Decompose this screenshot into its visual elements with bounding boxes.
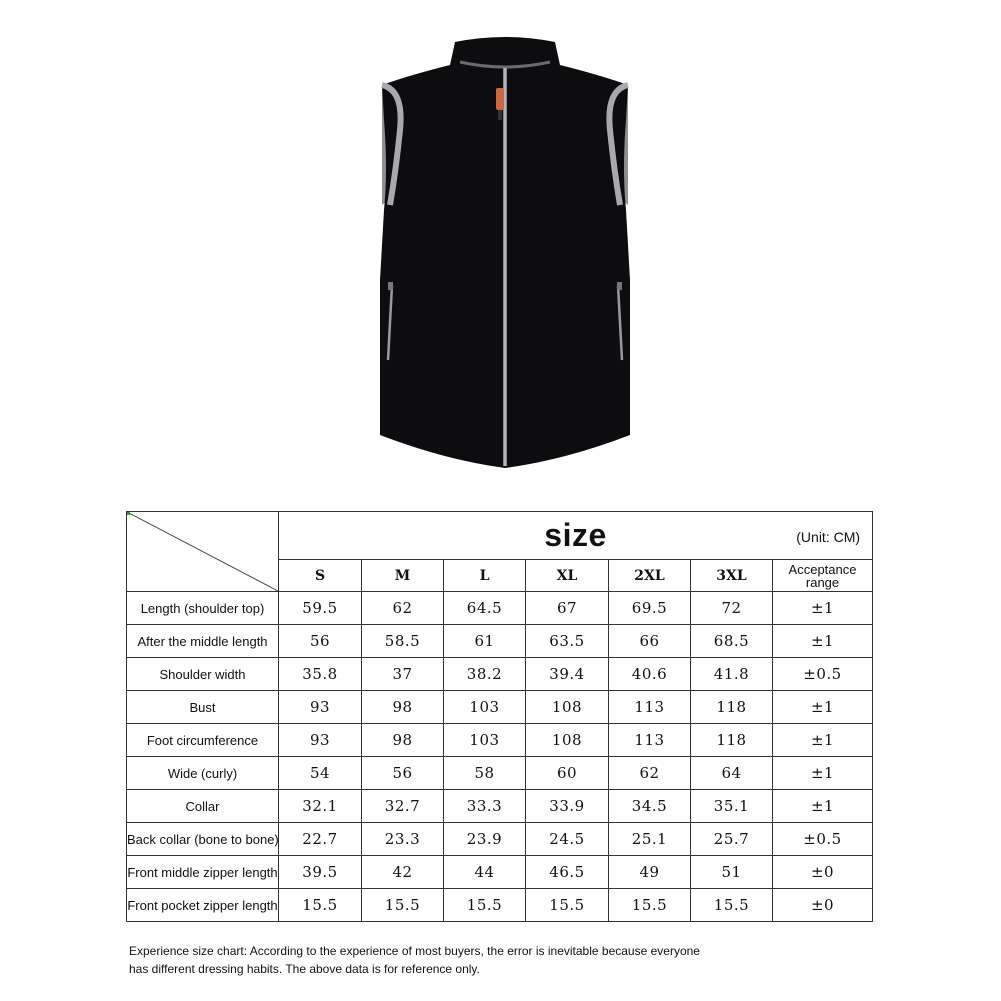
size-header: M bbox=[362, 560, 444, 592]
table-row bbox=[127, 889, 873, 922]
measurement-value: 37 bbox=[362, 658, 444, 691]
size-header: 3XL bbox=[691, 560, 773, 592]
measurement-value: 41.8 bbox=[691, 658, 773, 691]
measurement-value: 98 bbox=[362, 724, 444, 757]
measurement-value: 72 bbox=[691, 592, 773, 625]
measurement-value: 33.3 bbox=[444, 790, 526, 823]
measurement-value: 68.5 bbox=[691, 625, 773, 658]
measurement-value: 22.7 bbox=[279, 823, 362, 856]
measurement-value: 24.5 bbox=[526, 823, 609, 856]
measurement-value: 64 bbox=[691, 757, 773, 790]
measurement-value: 61 bbox=[444, 625, 526, 658]
measurement-value: 58 bbox=[444, 757, 526, 790]
measurement-value: 33.9 bbox=[526, 790, 609, 823]
acceptance-value: ±1 bbox=[773, 757, 873, 790]
acceptance-value: ±0.5 bbox=[773, 658, 873, 691]
acceptance-value: ±1 bbox=[773, 592, 873, 625]
table-row bbox=[127, 856, 873, 889]
corner-diagonal-cell bbox=[127, 512, 279, 592]
measurement-value: 23.9 bbox=[444, 823, 526, 856]
measurement-value: 118 bbox=[691, 691, 773, 724]
measurement-value: 108 bbox=[526, 724, 609, 757]
table-row bbox=[127, 724, 873, 757]
measurement-value: 35.1 bbox=[691, 790, 773, 823]
measurement-value: 46.5 bbox=[526, 856, 609, 889]
size-header: 2XL bbox=[609, 560, 691, 592]
measurement-value: 51 bbox=[691, 856, 773, 889]
acceptance-value: ±1 bbox=[773, 724, 873, 757]
row-label: Length (shoulder top) bbox=[127, 592, 279, 625]
size-header: L bbox=[444, 560, 526, 592]
measurement-value: 93 bbox=[279, 724, 362, 757]
vest-product-image bbox=[360, 30, 650, 480]
measurement-value: 118 bbox=[691, 724, 773, 757]
table-title: size bbox=[544, 517, 607, 553]
acceptance-value: ±1 bbox=[773, 790, 873, 823]
acceptance-value: ±0 bbox=[773, 889, 873, 922]
measurement-value: 62 bbox=[362, 592, 444, 625]
measurement-value: 64.5 bbox=[444, 592, 526, 625]
measurement-value: 23.3 bbox=[362, 823, 444, 856]
measurement-value: 113 bbox=[609, 724, 691, 757]
size-header: S bbox=[279, 560, 362, 592]
measurement-value: 113 bbox=[609, 691, 691, 724]
row-label: Wide (curly) bbox=[127, 757, 279, 790]
measurement-value: 15.5 bbox=[526, 889, 609, 922]
measurement-value: 15.5 bbox=[362, 889, 444, 922]
row-label: Shoulder width bbox=[127, 658, 279, 691]
acceptance-value: ±0 bbox=[773, 856, 873, 889]
measurement-value: 15.5 bbox=[609, 889, 691, 922]
measurement-value: 108 bbox=[526, 691, 609, 724]
size-chart-table bbox=[126, 511, 873, 922]
measurement-value: 98 bbox=[362, 691, 444, 724]
diagonal-line bbox=[127, 512, 278, 591]
measurement-value: 38.2 bbox=[444, 658, 526, 691]
row-label: Bust bbox=[127, 691, 279, 724]
measurement-value: 103 bbox=[444, 724, 526, 757]
acceptance-range-header: Acceptance range bbox=[773, 560, 873, 592]
measurement-value: 56 bbox=[362, 757, 444, 790]
size-header: XL bbox=[526, 560, 609, 592]
table-row bbox=[127, 757, 873, 790]
measurement-value: 39.4 bbox=[526, 658, 609, 691]
acceptance-value: ±1 bbox=[773, 691, 873, 724]
measurement-value: 40.6 bbox=[609, 658, 691, 691]
row-label: Back collar (bone to bone) bbox=[127, 823, 279, 856]
measurement-value: 66 bbox=[609, 625, 691, 658]
measurement-value: 15.5 bbox=[444, 889, 526, 922]
measurement-value: 49 bbox=[609, 856, 691, 889]
measurement-value: 25.7 bbox=[691, 823, 773, 856]
measurement-value: 32.7 bbox=[362, 790, 444, 823]
table-title-cell bbox=[279, 512, 873, 560]
measurement-value: 93 bbox=[279, 691, 362, 724]
measurement-value: 32.1 bbox=[279, 790, 362, 823]
measurement-value: 54 bbox=[279, 757, 362, 790]
measurement-value: 60 bbox=[526, 757, 609, 790]
table-row bbox=[127, 592, 873, 625]
measurement-value: 58.5 bbox=[362, 625, 444, 658]
table-row bbox=[127, 658, 873, 691]
measurement-value: 63.5 bbox=[526, 625, 609, 658]
acceptance-value: ±1 bbox=[773, 625, 873, 658]
measurement-value: 59.5 bbox=[279, 592, 362, 625]
acceptance-value: ±0.5 bbox=[773, 823, 873, 856]
table-row bbox=[127, 625, 873, 658]
row-label: Front middle zipper length bbox=[127, 856, 279, 889]
measurement-value: 15.5 bbox=[279, 889, 362, 922]
footnote-line-1: Experience size chart: According to the experience of most buyers, the error is inevitable because everyone bbox=[129, 944, 700, 958]
row-label: After the middle length bbox=[127, 625, 279, 658]
row-label: Foot circumference bbox=[127, 724, 279, 757]
footnote-line-2: has different dressing habits. The above data is for reference only. bbox=[129, 962, 480, 976]
unit-label: (Unit: CM) bbox=[796, 529, 861, 545]
measurement-value: 39.5 bbox=[279, 856, 362, 889]
measurement-value: 56 bbox=[279, 625, 362, 658]
measurement-value: 62 bbox=[609, 757, 691, 790]
measurement-value: 15.5 bbox=[691, 889, 773, 922]
measurement-value: 67 bbox=[526, 592, 609, 625]
table-row bbox=[127, 691, 873, 724]
measurement-value: 103 bbox=[444, 691, 526, 724]
footnote bbox=[129, 942, 769, 978]
measurement-value: 42 bbox=[362, 856, 444, 889]
measurement-value: 35.8 bbox=[279, 658, 362, 691]
title-row bbox=[127, 512, 873, 560]
table-row bbox=[127, 823, 873, 856]
measurement-value: 34.5 bbox=[609, 790, 691, 823]
measurement-value: 44 bbox=[444, 856, 526, 889]
measurement-value: 69.5 bbox=[609, 592, 691, 625]
measurement-rows bbox=[127, 592, 873, 922]
measurement-value: 25.1 bbox=[609, 823, 691, 856]
row-label: Front pocket zipper length bbox=[127, 889, 279, 922]
row-label: Collar bbox=[127, 790, 279, 823]
table-row bbox=[127, 790, 873, 823]
